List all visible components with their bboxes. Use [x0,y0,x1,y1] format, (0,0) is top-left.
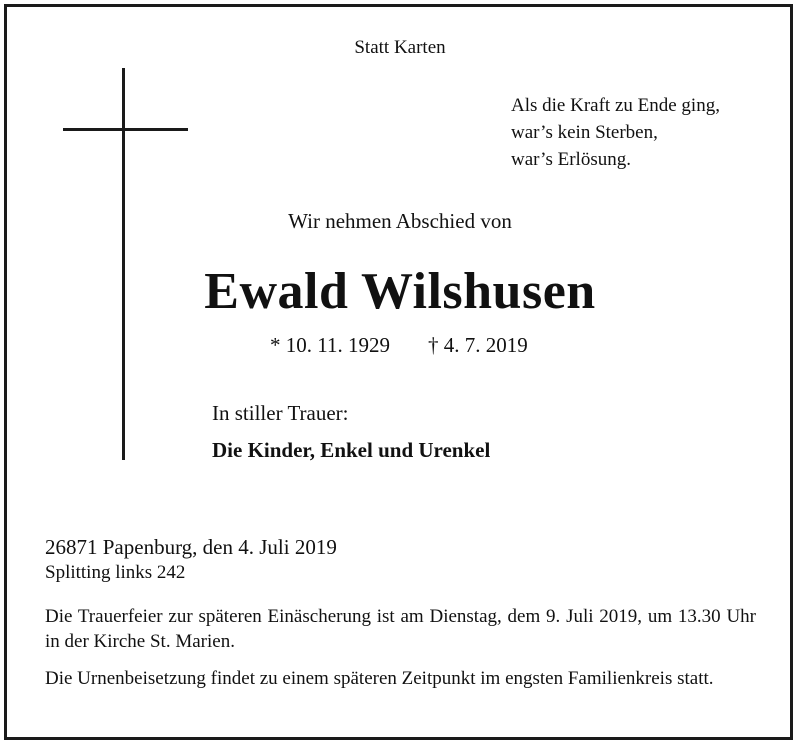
poem-line: Als die Kraft zu Ende ging, [511,95,720,116]
birth-date: * 10. 11. 1929 [270,333,390,357]
funeral-info-paragraph [45,604,756,654]
mourning-label: In stiller Trauer: [212,401,349,425]
place-date: 26871 Papenburg, den 4. Juli 2019 [45,535,337,559]
street-address: Splitting links 242 [45,562,186,583]
family-signature: Die Kinder, Enkel und Urenkel [212,438,491,462]
header-statt-karten: Statt Karten [354,37,446,58]
intro-text: Wir nehmen Abschied von [288,209,512,233]
poem [511,92,720,173]
deceased-name: Ewald Wilshusen [204,263,596,320]
poem-line: war’s kein Sterben, [511,122,658,143]
burial-info-text: Die Urnenbeisetzung findet zu einem späteren Zeitpunkt im engsten Familienkreis statt. [45,668,714,689]
poem-line: war’s Erlösung. [511,149,631,170]
cross-horizontal-bar [63,128,188,131]
funeral-info-text: Die Trauerfeier zur späteren Einäscherung ist am Dienstag, dem 9. Juli 2019, um 13.30 Uhr in der Kirche St. Marien. [45,606,756,652]
death-date: † 4. 7. 2019 [428,333,528,357]
burial-info-paragraph [45,666,756,691]
